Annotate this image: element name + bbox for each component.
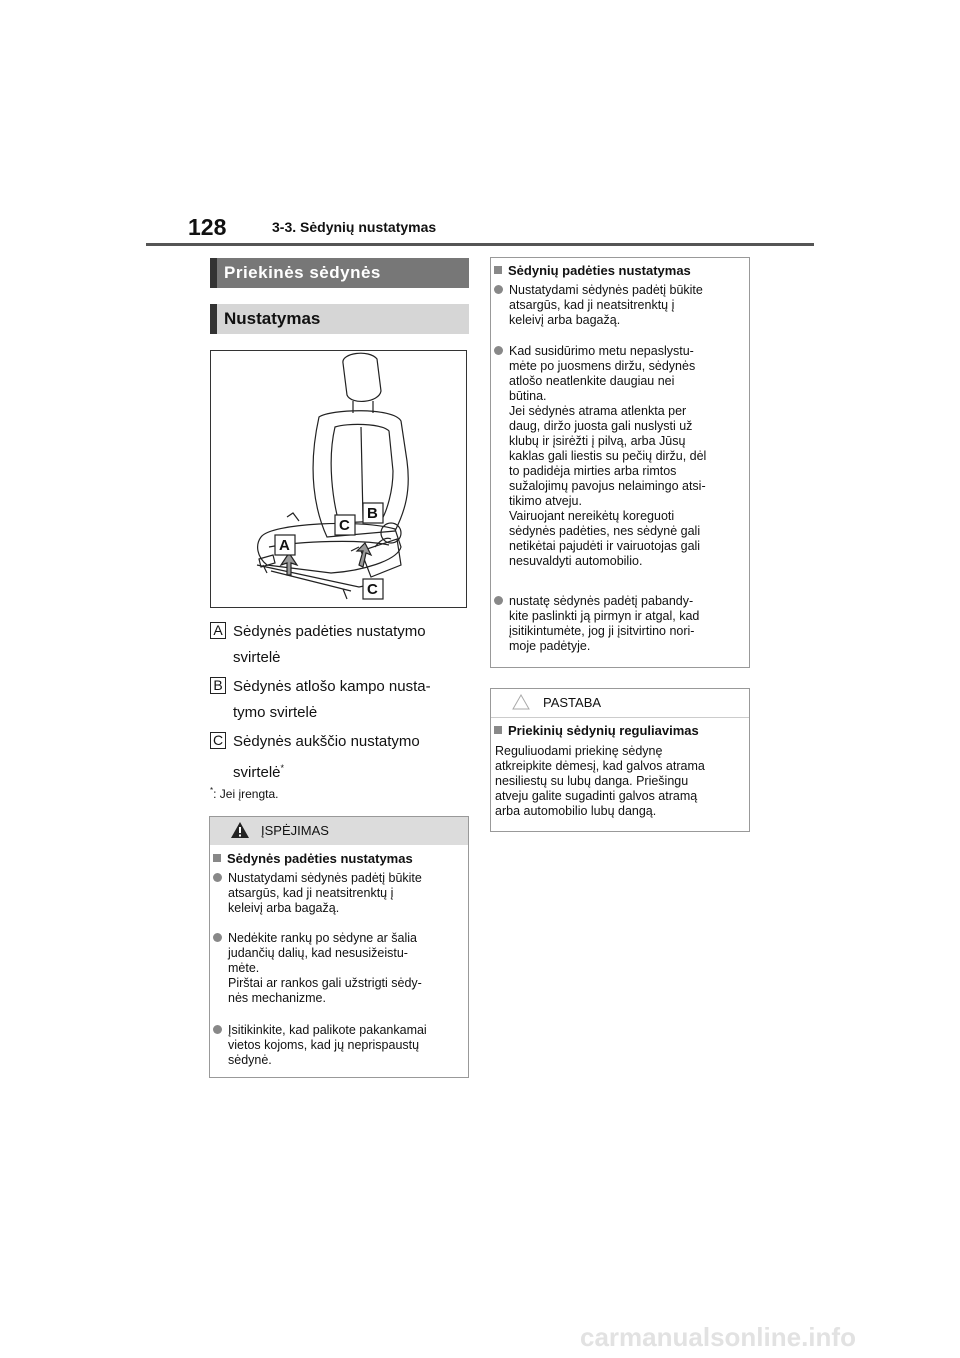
legend-text-line1: Sėdynės atlošo kampo nusta-	[233, 678, 431, 695]
warning-continued-box	[490, 257, 750, 668]
right-item-3: nustatę sėdynės padėtį pabandy- kite paslinkti ją pirmyn ir atgal, kad įsitikintumėte, jog ji įsitvirtino nori- moje padėtyje.	[494, 594, 699, 654]
callout-c-top: C	[339, 517, 350, 534]
notice-heading: Priekinių sėdynių reguliavimas	[494, 723, 699, 738]
notice-header	[491, 689, 749, 718]
square-bullet-icon	[494, 726, 502, 734]
warning-box	[209, 816, 469, 1078]
section-title: Priekinės sėdynės	[210, 258, 469, 288]
callout-b: B	[367, 505, 378, 522]
callout-c-bottom: C	[367, 581, 378, 598]
square-bullet-icon	[213, 854, 221, 862]
seat-illustration	[210, 350, 467, 608]
header-divider	[146, 243, 814, 246]
legend-text-line1: Sėdynės aukščio nustatymo	[233, 733, 420, 750]
warning-triangle-icon	[230, 821, 250, 839]
legend-key: B	[210, 677, 226, 694]
footnote-mark: *	[210, 786, 214, 795]
legend-text-line2: tymo svirtelė	[233, 704, 318, 721]
warning-item-3: Įsitikinkite, kad palikote pakankamai vietos kojoms, kad jų neprispaustų sėdynė.	[213, 1023, 427, 1068]
right-item-2: Kad susidūrimo metu nepaslystu- mėte po juosmens diržu, sėdynės atlošo neatlenkite daugiau nei būtina. Jei sėdynės atrama atlenkta per daug, diržo juosta gali nuslysti už klubų ir įsirėžti į pilvą, arba Jūsų kaklas gali liestis su pečių diržu, dėl to padidėja mirties arba rimtos sužalojimų pavojus nelaimingo atsi- tikimo atveju. Vairuojant nereikėtų koreguoti sėdynės padėties, nes sėdynė gali netikėtai pajudėti ir vairuotojas gali nesuvaldyti automobilio.	[494, 344, 706, 569]
legend-item-a	[210, 619, 470, 671]
legend-text-line1: Sėdynės padėties nustatymo	[233, 623, 426, 640]
callout-a: A	[279, 537, 290, 554]
legend-item-b	[210, 674, 470, 726]
notice-box	[490, 688, 750, 832]
bullet-icon	[213, 873, 222, 882]
page-number: 128	[188, 214, 227, 240]
seat-drawing	[211, 351, 466, 607]
warning-header	[210, 817, 468, 845]
watermark: carmanualsonline.info	[580, 1322, 856, 1352]
right-item-1: Nustatydami sėdynės padėtį būkite atsargūs, kad ji neatsitrenktų į keleivį arba bagažą.	[494, 283, 703, 328]
legend-footnote-mark: *	[280, 763, 285, 773]
warning-item-1: Nustatydami sėdynės padėtį būkite atsargūs, kad ji neatsitrenktų į keleivį arba bagažą.	[213, 871, 422, 916]
legend-text-line2: svirtelė	[233, 649, 281, 666]
bullet-icon	[494, 596, 503, 605]
square-bullet-icon	[494, 266, 502, 274]
notice-body: Reguliuodami priekinę sėdynę atkreipkite dėmesį, kad galvos atrama nesiliestų su lubų danga. Priešingu atveju galite sugadinti galvos atramą arba automobilio lubų dangą.	[495, 744, 705, 818]
bullet-icon	[494, 346, 503, 355]
legend-key: C	[210, 732, 226, 749]
legend-key: A	[210, 622, 226, 639]
subsection-title: Nustatymas	[210, 304, 469, 334]
legend-text-line2: svirtelė	[233, 764, 281, 781]
bullet-icon	[213, 1025, 222, 1034]
bullet-icon	[213, 933, 222, 942]
warning-title: ĮSPĖJIMAS	[261, 823, 329, 838]
warning-heading: Sėdynės padėties nustatymas	[213, 851, 413, 866]
footnote	[210, 786, 279, 801]
legend-item-c	[210, 729, 470, 786]
right-heading: Sėdynių padėties nustatymas	[494, 263, 691, 278]
caution-triangle-icon	[512, 694, 530, 710]
chapter-title: 3-3. Sėdynių nustatymas	[272, 219, 437, 235]
footnote-text: : Jei įrengta.	[213, 787, 279, 801]
notice-title: PASTABA	[543, 695, 602, 710]
warning-item-2: Nedėkite rankų po sėdyne ar šalia judančių dalių, kad nesusižeistu- mėte. Pirštai ar rankos gali užstrigti sėdy- nės mechanizme.	[213, 931, 422, 1006]
bullet-icon	[494, 285, 503, 294]
